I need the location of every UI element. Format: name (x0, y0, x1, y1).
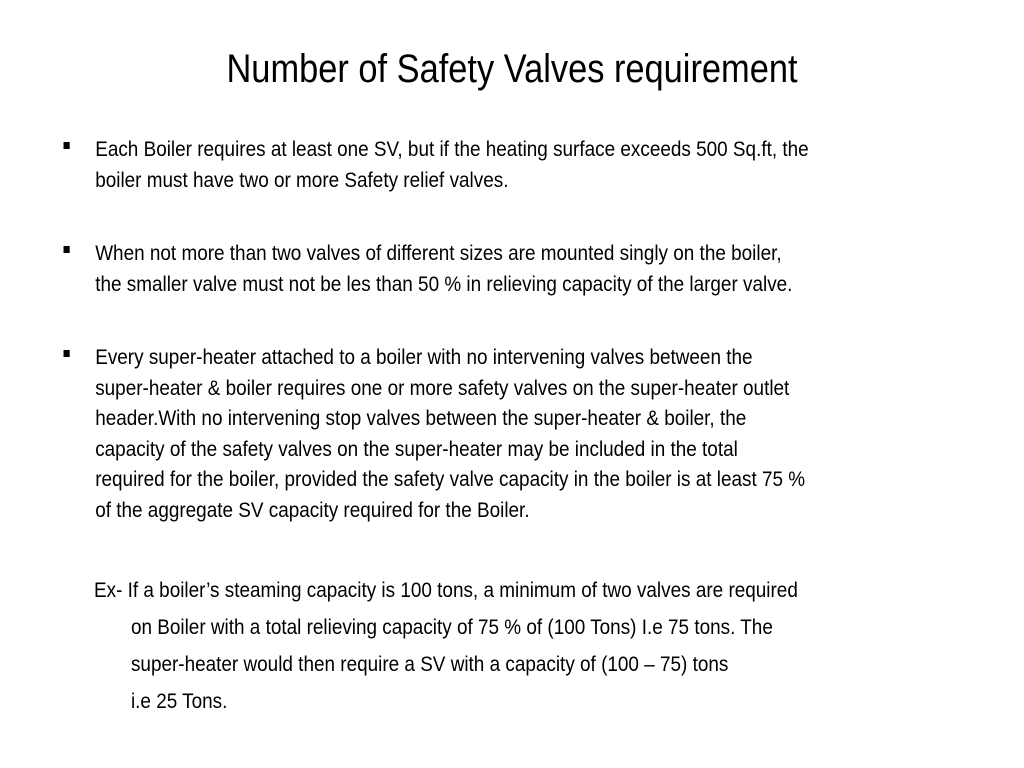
bullet-line: capacity of the safety valves on the super-heater may be included in the total (95, 436, 738, 461)
example-line: super-heater would then require a SV with a capacity of (100 – 75) tons (130, 652, 729, 676)
example-line: Ex- If a boiler’s steaming capacity is 100 tons, a minimum of two valves are required (94, 578, 798, 602)
bullet-line: When not more than two valves of different sizes are mounted singly on the boiler, (95, 241, 782, 265)
slide-title: Number of Safety Valves requirement (226, 47, 798, 91)
example-paragraph (94, 572, 974, 720)
bullet-item-3 (60, 342, 1010, 525)
bullet-item-1 (60, 134, 1010, 195)
bullet-list (60, 134, 1000, 568)
bullet-line: the smaller valve must not be les than 50 % in relieving capacity of the larger valve. (95, 271, 793, 296)
bullet-line: Each Boiler requires at least one SV, but if the heating surface exceeds 500 Sq.ft, the (95, 137, 809, 161)
bullet-item-2 (60, 238, 1010, 299)
bullet-line: required for the boiler, provided the safety valve capacity in the boiler is at least 75 % (95, 467, 806, 491)
square-bullet-icon (64, 142, 70, 149)
bullet-line: Every super-heater attached to a boiler with no intervening valves between the (95, 345, 753, 369)
example-line: on Boiler with a total relieving capacity of 75 % of (100 Tons) I.e 75 tons. The (130, 615, 773, 639)
bullet-line: header.With no intervening stop valves between the super-heater & boiler, the (95, 406, 747, 430)
bullet-line: of the aggregate SV capacity required for the Boiler. (95, 497, 530, 522)
bullet-line: boiler must have two or more Safety relief valves. (95, 167, 509, 192)
bullet-line: super-heater & boiler requires one or more safety valves on the super-heater outlet (95, 375, 790, 400)
square-bullet-icon (64, 246, 70, 253)
square-bullet-icon (64, 350, 70, 357)
example-line: i.e 25 Tons. (130, 689, 228, 713)
